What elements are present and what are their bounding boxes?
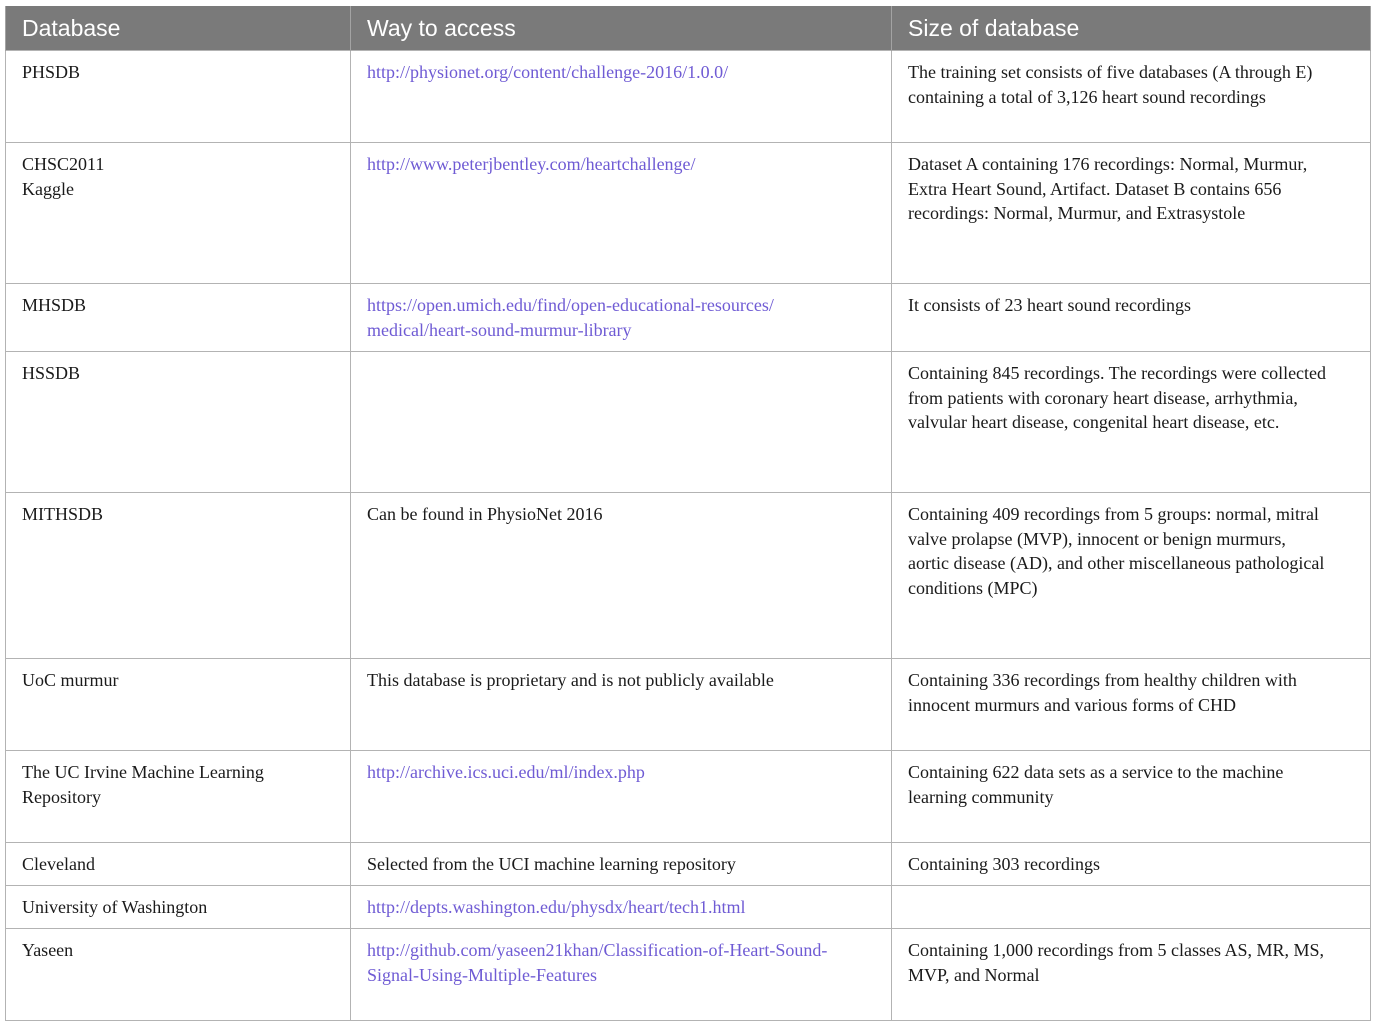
header-size-of-database: Size of database xyxy=(892,6,1371,51)
table-row xyxy=(6,929,1371,1021)
cell-access xyxy=(351,886,892,929)
table-row xyxy=(6,493,1371,659)
cell-database xyxy=(6,843,351,886)
access-text: Can be found in PhysioNet 2016 xyxy=(367,504,603,524)
cell-access xyxy=(351,352,892,493)
cell-access xyxy=(351,843,892,886)
size-description: Containing 336 recordings from healthy children with innocent murmurs and various forms of CHD xyxy=(908,670,1297,715)
access-text: Selected from the UCI machine learning repository xyxy=(367,854,736,874)
access-link[interactable]: http://www.peterjbentley.com/heartchallenge/ xyxy=(367,154,696,174)
cell-access xyxy=(351,751,892,843)
table-row xyxy=(6,284,1371,352)
table-header xyxy=(6,6,1371,51)
cell-access xyxy=(351,929,892,1021)
database-name: Cleveland xyxy=(22,854,95,874)
cell-size xyxy=(892,352,1371,493)
cell-access xyxy=(351,143,892,284)
table-row xyxy=(6,659,1371,751)
cell-database xyxy=(6,143,351,284)
size-description: It consists of 23 heart sound recordings xyxy=(908,295,1191,315)
table-row xyxy=(6,886,1371,929)
database-name: MITHSDB xyxy=(22,504,104,524)
cell-size xyxy=(892,51,1371,143)
cell-size xyxy=(892,143,1371,284)
database-name: University of Washington xyxy=(22,897,208,917)
table-row xyxy=(6,843,1371,886)
table-row xyxy=(6,352,1371,493)
database-name: UoC murmur xyxy=(22,670,119,690)
size-description: The training set consists of five databases (A through E) containing a total of 3,126 heart sound recordings xyxy=(908,62,1313,107)
size-description: Dataset A containing 176 recordings: Normal, Murmur, Extra Heart Sound, Artifact. Dataset B contains 656 recordings: Normal, Murmur, and Extrasystole xyxy=(908,154,1308,224)
cell-access xyxy=(351,493,892,659)
cell-size xyxy=(892,659,1371,751)
cell-database xyxy=(6,751,351,843)
size-description: Containing 622 data sets as a service to the machine learning community xyxy=(908,762,1284,807)
access-text: This database is proprietary and is not publicly available xyxy=(367,670,774,690)
access-link[interactable]: https://open.umich.edu/find/open-educational-resources/ medical/heart-sound-murmur-library xyxy=(367,295,774,340)
header-database: Database xyxy=(6,6,351,51)
cell-access xyxy=(351,51,892,143)
size-description: Containing 303 recordings xyxy=(908,854,1100,874)
cell-database xyxy=(6,493,351,659)
cell-database xyxy=(6,929,351,1021)
cell-database xyxy=(6,886,351,929)
cell-database xyxy=(6,659,351,751)
cell-access xyxy=(351,284,892,352)
cell-database xyxy=(6,284,351,352)
database-name: MHSDB xyxy=(22,295,87,315)
database-name: CHSC2011 Kaggle xyxy=(22,154,105,199)
cell-database xyxy=(6,51,351,143)
cell-size xyxy=(892,284,1371,352)
size-description: Containing 409 recordings from 5 groups: normal, mitral valve prolapse (MVP), innocent or benign murmurs, aortic disease (AD), and other miscellaneous pathological conditions (MPC) xyxy=(908,504,1325,598)
cell-database xyxy=(6,352,351,493)
cell-size xyxy=(892,929,1371,1021)
database-name: Yaseen xyxy=(22,940,74,960)
size-description: Containing 1,000 recordings from 5 classes AS, MR, MS, MVP, and Normal xyxy=(908,940,1324,985)
table-body xyxy=(6,51,1371,1021)
size-description: Containing 845 recordings. The recordings were collected from patients with coronary heart disease, arrhythmia, valvular heart disease, congenital heart disease, etc. xyxy=(908,363,1327,433)
cell-size xyxy=(892,493,1371,659)
header-way-to-access: Way to access xyxy=(351,6,892,51)
access-link[interactable]: http://github.com/yaseen21khan/Classification-of-Heart-Sound- Signal-Using-Multiple-Features xyxy=(367,940,828,985)
access-link[interactable]: http://archive.ics.uci.edu/ml/index.php xyxy=(367,762,645,782)
database-name: The UC Irvine Machine Learning Repository xyxy=(22,762,264,807)
database-table xyxy=(5,6,1371,1021)
table-row xyxy=(6,143,1371,284)
database-name: PHSDB xyxy=(22,62,81,82)
table-row xyxy=(6,51,1371,143)
cell-size xyxy=(892,843,1371,886)
database-name: HSSDB xyxy=(22,363,81,383)
access-link[interactable]: http://depts.washington.edu/physdx/heart/tech1.html xyxy=(367,897,746,917)
access-link[interactable]: http://physionet.org/content/challenge-2016/1.0.0/ xyxy=(367,62,729,82)
cell-size xyxy=(892,886,1371,929)
table-row xyxy=(6,751,1371,843)
cell-access xyxy=(351,659,892,751)
cell-size xyxy=(892,751,1371,843)
